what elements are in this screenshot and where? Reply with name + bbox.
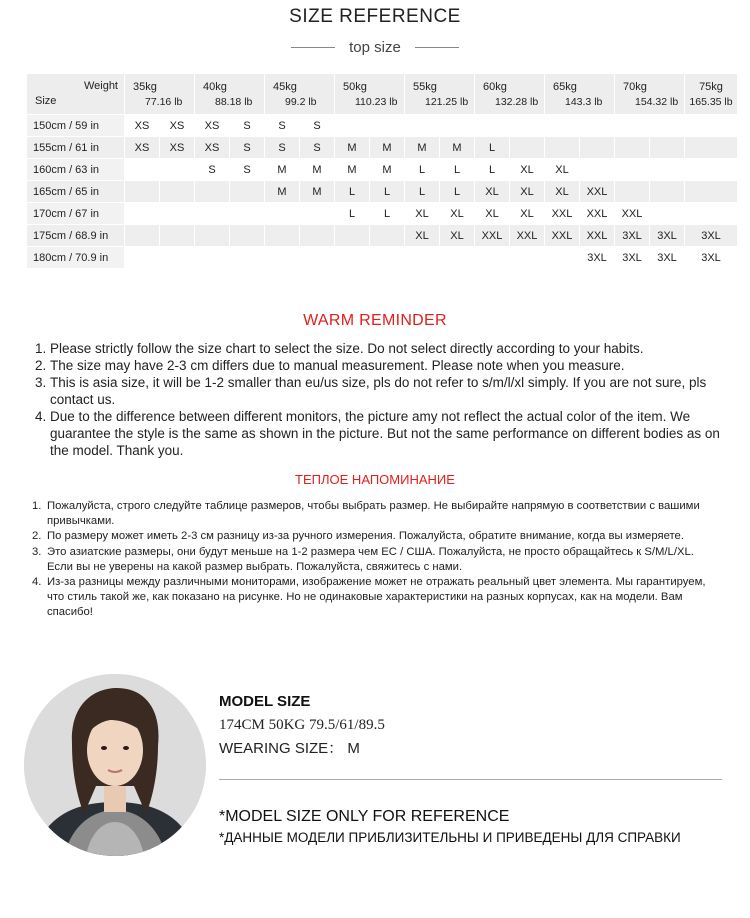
item-number: 4. bbox=[32, 576, 42, 589]
item-number: 4. bbox=[35, 409, 47, 424]
weight-header-cell bbox=[615, 74, 684, 114]
weight-lb: 154.32 lb bbox=[635, 95, 679, 108]
divider bbox=[219, 779, 722, 780]
size-cell bbox=[230, 203, 264, 224]
item-number: 2. bbox=[35, 358, 47, 373]
item-number: 3. bbox=[32, 545, 42, 558]
size-cell bbox=[685, 115, 737, 136]
weight-header-cell bbox=[475, 74, 544, 114]
size-cell: L bbox=[370, 203, 404, 224]
size-cell: XL bbox=[475, 181, 509, 202]
size-cell: XXL bbox=[580, 225, 614, 246]
weight-lb: 165.35 lb bbox=[689, 95, 733, 108]
size-cell: S bbox=[230, 115, 264, 136]
size-cell bbox=[440, 115, 474, 136]
size-cell bbox=[265, 203, 299, 224]
size-cell bbox=[650, 159, 684, 180]
weight-kg: 65kg bbox=[553, 80, 577, 93]
size-cell bbox=[615, 137, 649, 158]
weight-lb: 77.16 lb bbox=[145, 95, 183, 108]
height-cell: 155cm / 61 in bbox=[27, 137, 124, 158]
size-cell bbox=[160, 247, 194, 268]
model-photo-illustration bbox=[24, 674, 206, 856]
table-row bbox=[27, 137, 737, 158]
size-cell bbox=[300, 203, 334, 224]
item-number: 1. bbox=[35, 341, 47, 356]
size-cell bbox=[615, 181, 649, 202]
size-cell: S bbox=[300, 115, 334, 136]
item-text: Please strictly follow the size chart to select the size. Do not select directly according to your habits. bbox=[50, 341, 644, 356]
height-cell: 170cm / 67 in bbox=[27, 203, 124, 224]
size-cell bbox=[300, 225, 334, 246]
item-text: This is asia size, it will be 1-2 smaller than eu/us size, pls do not refer to s/m/l/xl simply. If you are not sure, pls contact us. bbox=[50, 375, 707, 407]
size-cell bbox=[545, 115, 579, 136]
size-cell: XL bbox=[510, 203, 544, 224]
size-cell bbox=[475, 247, 509, 268]
size-cell: M bbox=[440, 137, 474, 158]
size-cell: XS bbox=[125, 115, 159, 136]
subtitle-rule-right bbox=[415, 47, 459, 48]
weight-lb: 121.25 lb bbox=[425, 95, 469, 108]
size-cell: M bbox=[300, 181, 334, 202]
table-row bbox=[27, 181, 737, 202]
size-cell bbox=[650, 137, 684, 158]
size-cell bbox=[230, 225, 264, 246]
height-cell: 150cm / 59 in bbox=[27, 115, 124, 136]
list-item bbox=[28, 545, 720, 575]
size-cell bbox=[335, 247, 369, 268]
size-cell: XXL bbox=[580, 203, 614, 224]
size-cell bbox=[300, 247, 334, 268]
size-cell bbox=[230, 247, 264, 268]
table-row bbox=[27, 115, 737, 136]
item-number: 2. bbox=[32, 530, 42, 543]
size-cell: M bbox=[335, 159, 369, 180]
size-cell: 3XL bbox=[580, 247, 614, 268]
size-cell bbox=[580, 115, 614, 136]
size-cell: XS bbox=[125, 137, 159, 158]
height-cell: 165cm / 65 in bbox=[27, 181, 124, 202]
size-cell bbox=[510, 247, 544, 268]
size-cell: L bbox=[475, 159, 509, 180]
weight-kg: 75kg bbox=[699, 80, 723, 93]
size-cell: M bbox=[405, 137, 439, 158]
weight-header-cell bbox=[685, 74, 737, 114]
size-cell bbox=[125, 181, 159, 202]
size-cell: XXL bbox=[615, 203, 649, 224]
size-cell bbox=[160, 203, 194, 224]
item-text: The size may have 2-3 cm differs due to manual measurement. Please note when you measure. bbox=[50, 358, 625, 373]
weight-kg: 55kg bbox=[413, 80, 437, 93]
size-cell: L bbox=[440, 159, 474, 180]
size-cell: S bbox=[230, 137, 264, 158]
size-cell bbox=[650, 115, 684, 136]
size-cell: XL bbox=[405, 203, 439, 224]
size-header: Size bbox=[35, 95, 57, 107]
size-cell: L bbox=[335, 181, 369, 202]
size-cell bbox=[685, 137, 737, 158]
size-cell: S bbox=[300, 137, 334, 158]
size-cell: M bbox=[300, 159, 334, 180]
weight-kg: 40kg bbox=[203, 80, 227, 93]
size-cell: M bbox=[370, 137, 404, 158]
size-cell bbox=[685, 181, 737, 202]
reference-note-en: *MODEL SIZE ONLY FOR REFERENCE bbox=[219, 808, 510, 825]
table-header-row bbox=[27, 74, 737, 114]
size-cell: 3XL bbox=[650, 247, 684, 268]
weight-header-cell bbox=[195, 74, 264, 114]
size-cell bbox=[615, 115, 649, 136]
size-cell: 3XL bbox=[685, 225, 737, 246]
size-cell bbox=[125, 203, 159, 224]
weight-kg: 70kg bbox=[623, 80, 647, 93]
size-cell bbox=[650, 181, 684, 202]
size-cell bbox=[370, 225, 404, 246]
weight-header-cell bbox=[545, 74, 614, 114]
model-photo bbox=[24, 674, 206, 856]
subtitle-row bbox=[0, 36, 750, 58]
size-cell: XXL bbox=[545, 203, 579, 224]
warm-reminder-title: WARM REMINDER bbox=[303, 312, 447, 329]
size-cell: XXL bbox=[510, 225, 544, 246]
item-text: Это азиатские размеры, они будут меньше на 1-2 размера чем ЕС / США. Пожалуйста, не просто обращайтесь к S/M/L/XL. Если вы не уверены на какой размер выбрать. Пожалуйста, свяжитесь с нами. bbox=[47, 545, 694, 573]
size-cell bbox=[195, 181, 229, 202]
size-cell bbox=[125, 247, 159, 268]
size-cell bbox=[370, 115, 404, 136]
size-cell bbox=[650, 203, 684, 224]
size-cell bbox=[685, 203, 737, 224]
size-cell: L bbox=[405, 159, 439, 180]
size-cell: XS bbox=[160, 115, 194, 136]
size-cell: 3XL bbox=[615, 225, 649, 246]
size-cell: S bbox=[195, 159, 229, 180]
weight-kg: 35kg bbox=[133, 80, 157, 93]
weight-header-cell bbox=[125, 74, 194, 114]
size-cell bbox=[335, 225, 369, 246]
weight-lb: 99.2 lb bbox=[285, 95, 317, 108]
list-item bbox=[28, 575, 720, 621]
page-title: SIZE REFERENCE bbox=[289, 6, 461, 27]
size-cell bbox=[685, 159, 737, 180]
size-cell: XXL bbox=[580, 181, 614, 202]
list-item bbox=[30, 374, 720, 408]
item-number: 3. bbox=[35, 375, 47, 390]
model-size-title: MODEL SIZE bbox=[219, 693, 311, 710]
model-measurements: 174CM 50KG 79.5/61/89.5 bbox=[219, 717, 385, 733]
size-cell: XXL bbox=[545, 225, 579, 246]
table-row bbox=[27, 203, 737, 224]
weight-lb: 110.23 lb bbox=[355, 95, 398, 108]
size-cell bbox=[160, 225, 194, 246]
list-item bbox=[28, 499, 720, 529]
size-cell bbox=[230, 181, 264, 202]
size-cell bbox=[335, 115, 369, 136]
item-text: Пожалуйста, строго следуйте таблице размеров, чтобы выбрать размер. Не выбирайте напрямую в соответствии с вашими привычками. bbox=[47, 500, 700, 528]
size-cell bbox=[580, 159, 614, 180]
size-cell: M bbox=[335, 137, 369, 158]
weight-kg: 50kg bbox=[343, 80, 367, 93]
size-cell: XL bbox=[440, 225, 474, 246]
size-cell bbox=[475, 115, 509, 136]
height-cell: 160cm / 63 in bbox=[27, 159, 124, 180]
height-cell: 175cm / 68.9 in bbox=[27, 225, 124, 246]
size-cell bbox=[405, 115, 439, 136]
size-cell bbox=[160, 181, 194, 202]
weight-header-cell bbox=[405, 74, 474, 114]
size-cell: L bbox=[475, 137, 509, 158]
model-wearing-size: WEARING SIZE： M bbox=[219, 740, 360, 757]
weight-lb: 132.28 lb bbox=[495, 95, 539, 108]
size-cell: L bbox=[335, 203, 369, 224]
size-cell bbox=[545, 137, 579, 158]
item-number: 1. bbox=[32, 500, 42, 512]
size-cell: XXL bbox=[475, 225, 509, 246]
weight-kg: 60kg bbox=[483, 80, 507, 93]
weight-lb: 88.18 lb bbox=[215, 95, 253, 108]
size-cell: XL bbox=[475, 203, 509, 224]
item-text: По размеру может иметь 2-3 см разницу из-за ручного измерения. Пожалуйста, обратите внимание, когда вы измеряете. bbox=[47, 530, 684, 543]
size-cell: XL bbox=[510, 159, 544, 180]
size-cell bbox=[405, 247, 439, 268]
size-cell bbox=[265, 225, 299, 246]
size-cell bbox=[615, 159, 649, 180]
warm-reminder-ru-list bbox=[28, 499, 720, 621]
size-cell bbox=[160, 159, 194, 180]
size-cell: XS bbox=[195, 137, 229, 158]
size-cell: 3XL bbox=[615, 247, 649, 268]
subtitle-rule-left bbox=[291, 47, 335, 48]
list-item bbox=[30, 408, 720, 459]
size-cell bbox=[510, 115, 544, 136]
size-cell: M bbox=[370, 159, 404, 180]
height-cell: 180cm / 70.9 in bbox=[27, 247, 124, 268]
size-cell: M bbox=[265, 159, 299, 180]
corner-cell bbox=[27, 74, 124, 114]
weight-kg: 45kg bbox=[273, 80, 297, 93]
size-cell: XS bbox=[160, 137, 194, 158]
table-row bbox=[27, 159, 737, 180]
size-chart-table bbox=[26, 73, 738, 269]
list-item bbox=[30, 340, 720, 357]
item-text: Due to the difference between different monitors, the picture amy not reflect the actual color of the item. We guarantee the style is the same as shown in the picture. But not the same performance on different bodies as on the model. Thank you. bbox=[50, 409, 720, 458]
size-cell: L bbox=[440, 181, 474, 202]
page-subtitle: top size bbox=[349, 38, 401, 56]
weight-header-cell bbox=[335, 74, 404, 114]
size-cell bbox=[195, 247, 229, 268]
size-cell bbox=[440, 247, 474, 268]
weight-lb: 143.3 lb bbox=[565, 95, 603, 108]
size-cell: M bbox=[265, 181, 299, 202]
size-cell bbox=[265, 247, 299, 268]
size-cell bbox=[195, 203, 229, 224]
size-cell bbox=[510, 137, 544, 158]
size-cell: XL bbox=[510, 181, 544, 202]
size-cell: 3XL bbox=[685, 247, 737, 268]
size-cell: XS bbox=[195, 115, 229, 136]
size-cell bbox=[545, 247, 579, 268]
warm-reminder-list bbox=[30, 340, 720, 459]
size-cell bbox=[370, 247, 404, 268]
size-cell: S bbox=[265, 137, 299, 158]
table-row bbox=[27, 247, 737, 268]
size-cell: XL bbox=[405, 225, 439, 246]
size-cell: S bbox=[230, 159, 264, 180]
size-cell: L bbox=[405, 181, 439, 202]
size-cell: XL bbox=[440, 203, 474, 224]
reference-note-ru: *ДАННЫЕ МОДЕЛИ ПРИБЛИЗИТЕЛЬНЫ И ПРИВЕДЕНЫ ДЛЯ СПРАВКИ bbox=[219, 830, 681, 845]
size-cell bbox=[195, 225, 229, 246]
size-cell bbox=[125, 225, 159, 246]
list-item bbox=[30, 357, 720, 374]
weight-header-cell bbox=[265, 74, 334, 114]
list-item bbox=[28, 529, 720, 544]
size-cell: S bbox=[265, 115, 299, 136]
size-cell: XL bbox=[545, 159, 579, 180]
size-cell: L bbox=[370, 181, 404, 202]
table-row bbox=[27, 225, 737, 246]
size-cell bbox=[125, 159, 159, 180]
weight-header: Weight bbox=[83, 80, 118, 92]
size-cell bbox=[580, 137, 614, 158]
item-text: Из-за разницы между различными мониторами, изображение может не отражать реальный цвет элемента. Мы гарантируем, что стиль такой же, как показано на рисунке. Но не одинаковые характеристики на разных корпусах, как на модели. Вам спасибо! bbox=[47, 576, 706, 619]
size-cell: 3XL bbox=[650, 225, 684, 246]
warm-reminder-ru-title: ТЕПЛОЕ НАПОМИНАНИЕ bbox=[295, 472, 455, 487]
size-cell: XL bbox=[545, 181, 579, 202]
